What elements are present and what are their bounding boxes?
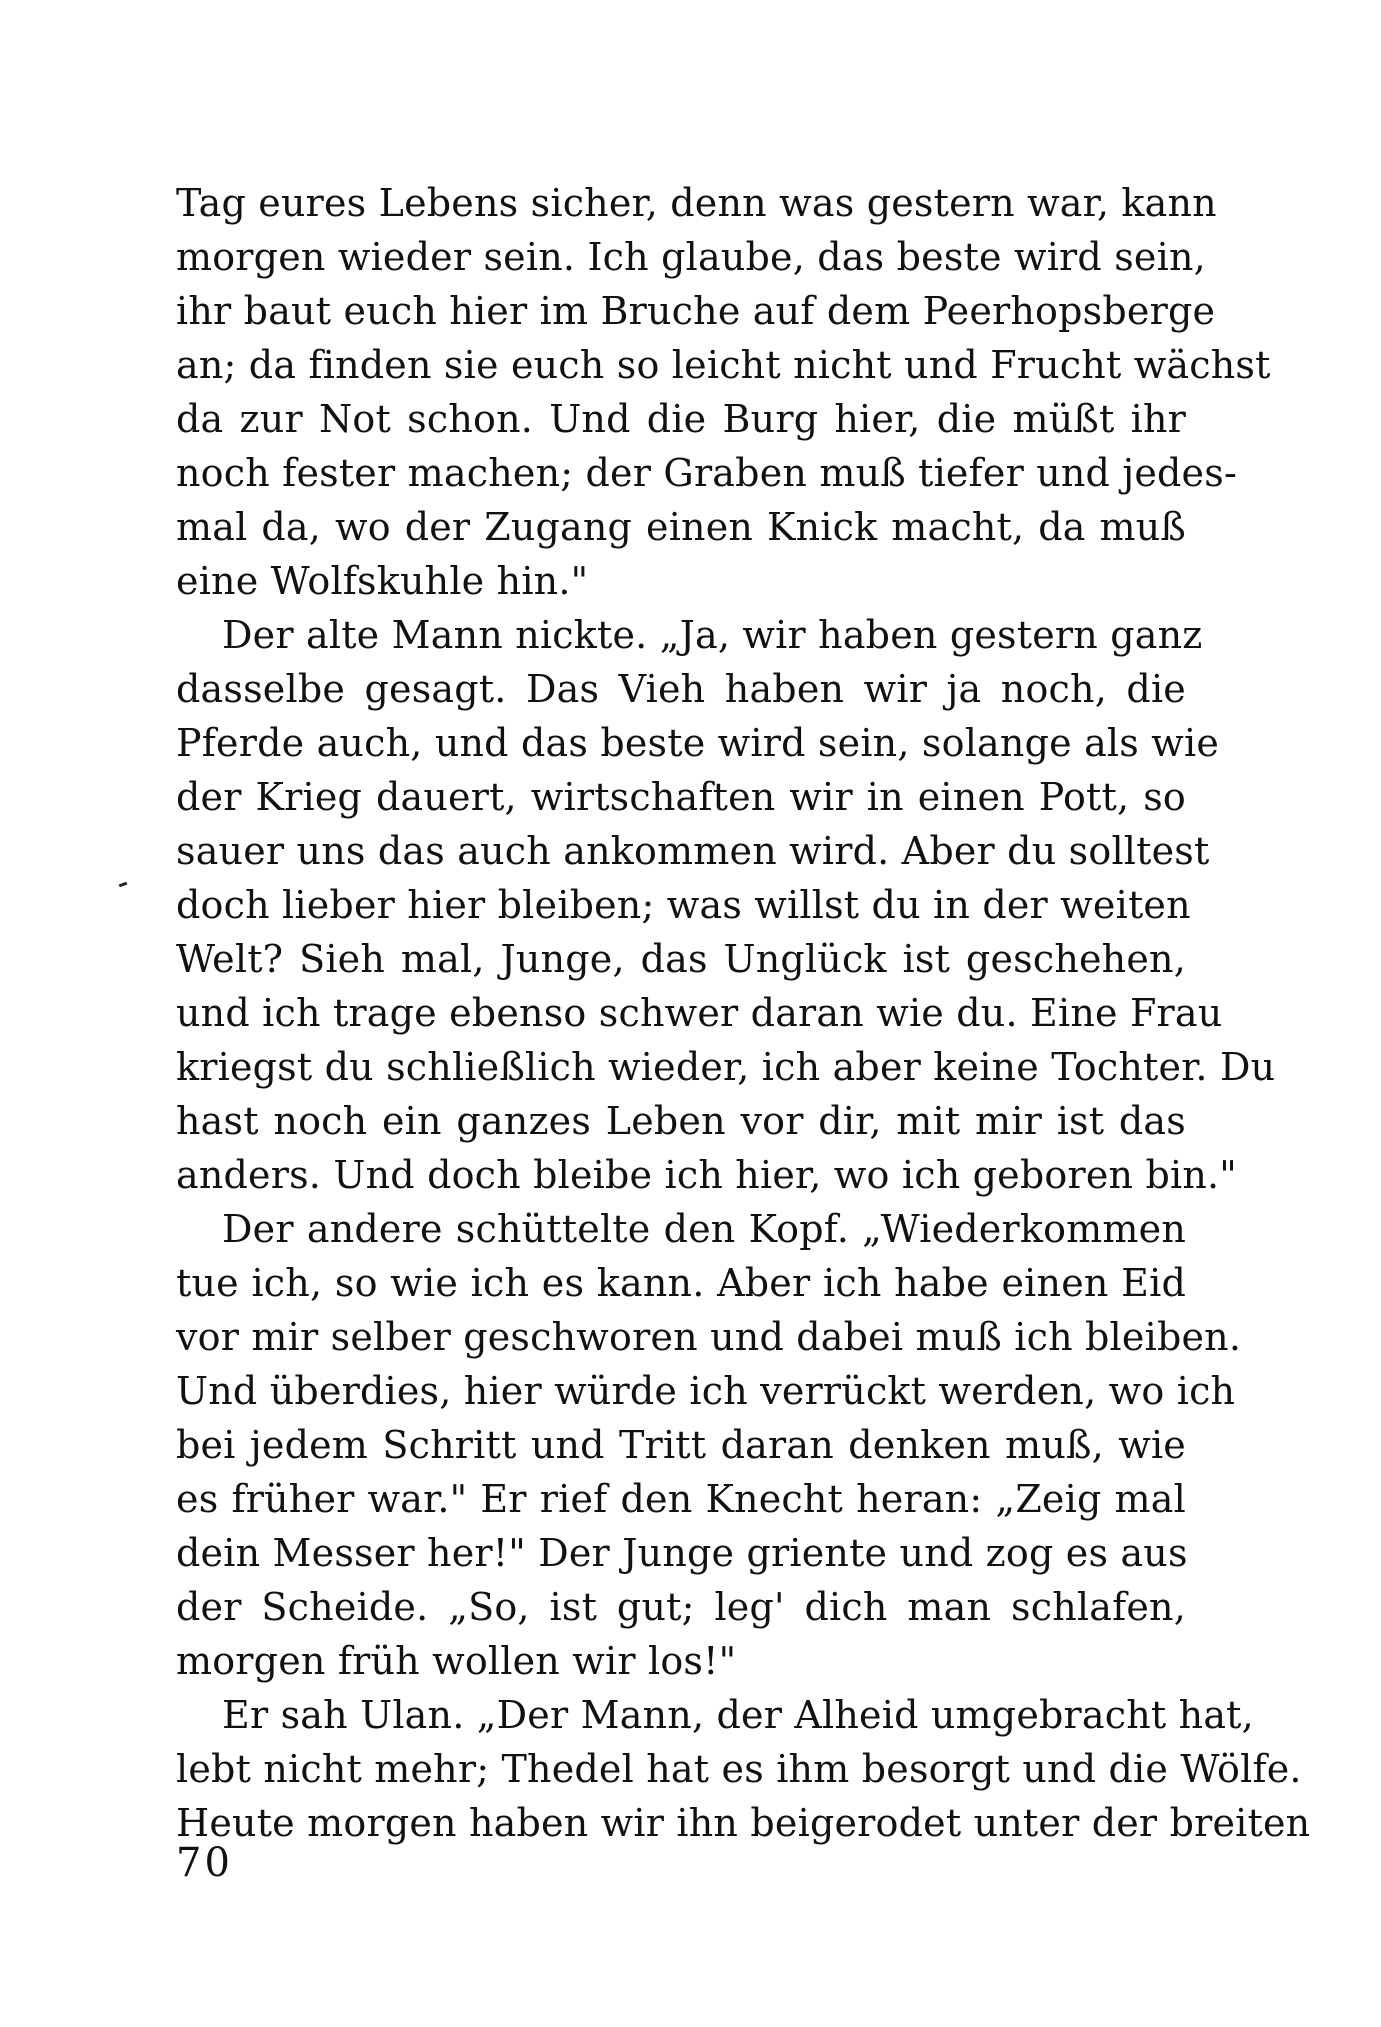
text-line: an; da finden sie euch so leicht nicht und Frucht wächst (176, 343, 1271, 387)
paragraph-first-line: Er sah Ulan. „Der Mann, der Alheid umgebracht hat, (222, 1693, 1254, 1737)
text-line: lebt nicht mehr; Thedel hat es ihm besorgt und die Wölfe. (176, 1747, 1302, 1791)
text-line: dein Messer her!" Der Junge griente und zog es aus (176, 1531, 1188, 1575)
text-line: der Krieg dauert, wirtschaften wir in einen Pott, so (176, 775, 1186, 819)
text-line: Und überdies, hier würde ich verrückt werden, wo ich (176, 1369, 1236, 1413)
text-line: doch lieber hier bleiben; was willst du in der weiten (176, 883, 1191, 927)
text-line: noch fester machen; der Graben muß tiefer und jedes- (176, 451, 1237, 495)
text-line: Welt? Sieh mal, Junge, das Unglück ist geschehen, (176, 937, 1186, 981)
paragraph-first-line: Der alte Mann nickte. „Ja, wir haben gestern ganz (222, 613, 1203, 657)
text-line: der Scheide. „So, ist gut; leg' dich man schlafen, (176, 1585, 1186, 1629)
paragraph-first-line: Der andere schüttelte den Kopf. „Wiederkommen (222, 1207, 1186, 1251)
text-line: ihr baut euch hier im Bruche auf dem Peerhopsberge (176, 289, 1216, 333)
text-line: dasselbe gesagt. Das Vieh haben wir ja noch, die (176, 667, 1186, 711)
text-line: tue ich, so wie ich es kann. Aber ich habe einen Eid (176, 1261, 1186, 1305)
text-line: es früher war." Er rief den Knecht heran: „Zeig mal (176, 1477, 1186, 1521)
text-line: Tag eures Lebens sicher, denn was gestern war, kann (176, 181, 1217, 225)
text-line: mal da, wo der Zugang einen Knick macht, da muß (176, 505, 1186, 549)
text-line: morgen früh wollen wir los!" (176, 1639, 737, 1683)
text-line: und ich trage ebenso schwer daran wie du. Eine Frau (176, 991, 1223, 1035)
text-line: da zur Not schon. Und die Burg hier, die müßt ihr (176, 397, 1186, 441)
text-line: Heute morgen haben wir ihn beigerodet unter der breiten (176, 1801, 1311, 1845)
margin-mark (119, 882, 128, 888)
text-line: vor mir selber geschworen und dabei muß ich bleiben. (176, 1315, 1242, 1359)
text-line: anders. Und doch bleibe ich hier, wo ich geboren bin." (176, 1153, 1237, 1197)
text-line: sauer uns das auch ankommen wird. Aber du solltest (176, 829, 1210, 873)
text-line: eine Wolfskuhle hin." (176, 559, 589, 603)
text-line: kriegst du schließlich wieder, ich aber keine Tochter. Du (176, 1045, 1276, 1089)
text-line: bei jedem Schritt und Tritt daran denken muß, wie (176, 1423, 1186, 1467)
text-line: morgen wieder sein. Ich glaube, das beste wird sein, (176, 235, 1206, 279)
text-line: Pferde auch, und das beste wird sein, solange als wie (176, 721, 1220, 765)
page-number: 70 (176, 1840, 233, 1886)
text-line: hast noch ein ganzes Leben vor dir, mit mir ist das (176, 1099, 1186, 1143)
